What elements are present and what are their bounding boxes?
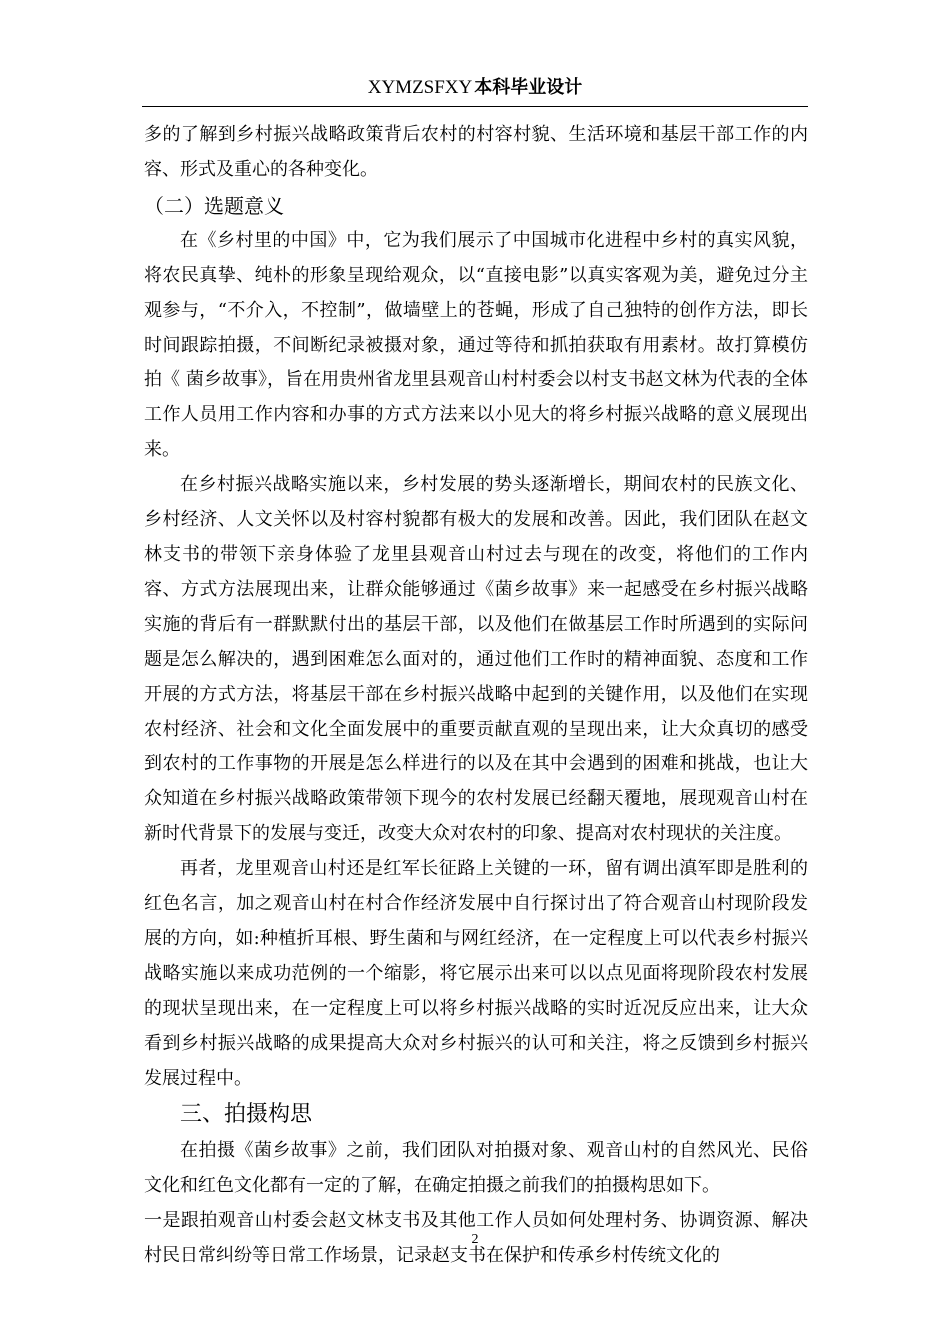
section-heading-topic-significance: （二）选题意义 xyxy=(144,193,284,218)
paragraph-continued: 多的了解到乡村振兴战略政策背后农村的村容村貌、生活环境和基层干部工作的内容、形式及重心的各种变化。 xyxy=(144,124,808,180)
paragraph-5: 一是跟拍观音山村委会赵文林支书及其他工作人员如何处理村务、协调资源、解决村民日常纠纷等日常工作场景，记录赵支书在保护和传承乡村传统文化的 xyxy=(144,1210,808,1267)
document-body xyxy=(144,118,808,1274)
paragraph-2: 在乡村振兴战略实施以来，乡村发展的势头逐渐增长，期间农村的民族文化、乡村经济、人文关怀以及村容村貌都有极大的发展和改善。因此，我们团队在赵文林支书的带领下亲身体验了龙里县观音山村过去与现在的改变，将他们的工作内容、方式方法展现出来，让群众能够通过《菌乡故事》来一起感受在乡村振兴战略实施的背后有一群默默付出的基层干部，以及他们在做基层工作时所遇到的实际问题是怎么解决的，遇到困难怎么面对的，通过他们工作时的精神面貌、态度和工作开展的方式方法，将基层干部在乡村振兴战略中起到的关键作用，以及他们在实现农村经济、社会和文化全面发展中的重要贡献直观的呈现出来，让大众真切的感受到农村的工作事物的开展是怎么样进行的以及在其中会遇到的困难和挑战，也让大众知道在乡村振兴战略政策带领下现今的农村发展已经翻天覆地，展现观音山村在新时代背景下的发展与变迁，改变大众对农村的印象、提高对农村现状的关注度。 xyxy=(144,474,808,845)
header-latin: XYMZSFXY xyxy=(367,77,473,98)
paragraph-3: 再者，龙里观音山村还是红军长征路上关键的一环，留有调出滇军即是胜利的红色名言，加之观音山村在村合作经济发展中自行探讨出了符合观音山村现阶段发展的方向，如:种植折耳根、野生菌和与网红经济，在一定程度上可以代表乡村振兴战略实施以来成功范例的一个缩影，将它展示出来可以以点见面将现阶段农村发展的现状呈现出来，在一定程度上可以将乡村振兴战略的实时近况反应出来，让大众看到乡村振兴战略的成果提高大众对乡村振兴的认可和关注，将之反馈到乡村振兴发展过程中。 xyxy=(144,858,808,1089)
paragraph-4: 在拍摄《菌乡故事》之前，我们团队对拍摄对象、观音山村的自然风光、民俗文化和红色文化都有一定的了解，在确定拍摄之前我们的拍摄构思如下。 xyxy=(144,1140,808,1197)
header-rule xyxy=(142,106,808,107)
page-number: 2 xyxy=(471,1232,479,1247)
paragraph-1: 在《乡村里的中国》中，它为我们展示了中国城市化进程中乡村的真实风貌，将农民真挚、纯朴的形象呈现给观众，以“直接电影”以真实客观为美，避免过分主观参与，“不介入，不控制”，做墙壁上的苍蝇，形成了自己独特的创作方法，即长时间跟踪拍摄，不间断纪录被摄对象，通过等待和抓拍获取有用素材。故打算模仿拍《 菌乡故事》，旨在用贵州省龙里县观音山村村委会以村支书赵文林为代表的全体工作人员用工作内容和办事的方式方法来以小见大的将乡村振兴战略的意义展现出来。 xyxy=(144,229,808,461)
chapter-heading-shooting-concept: 三、拍摄构思 xyxy=(180,1102,313,1128)
page-header xyxy=(0,76,950,100)
header-title: 本科毕业设计 xyxy=(474,77,583,98)
